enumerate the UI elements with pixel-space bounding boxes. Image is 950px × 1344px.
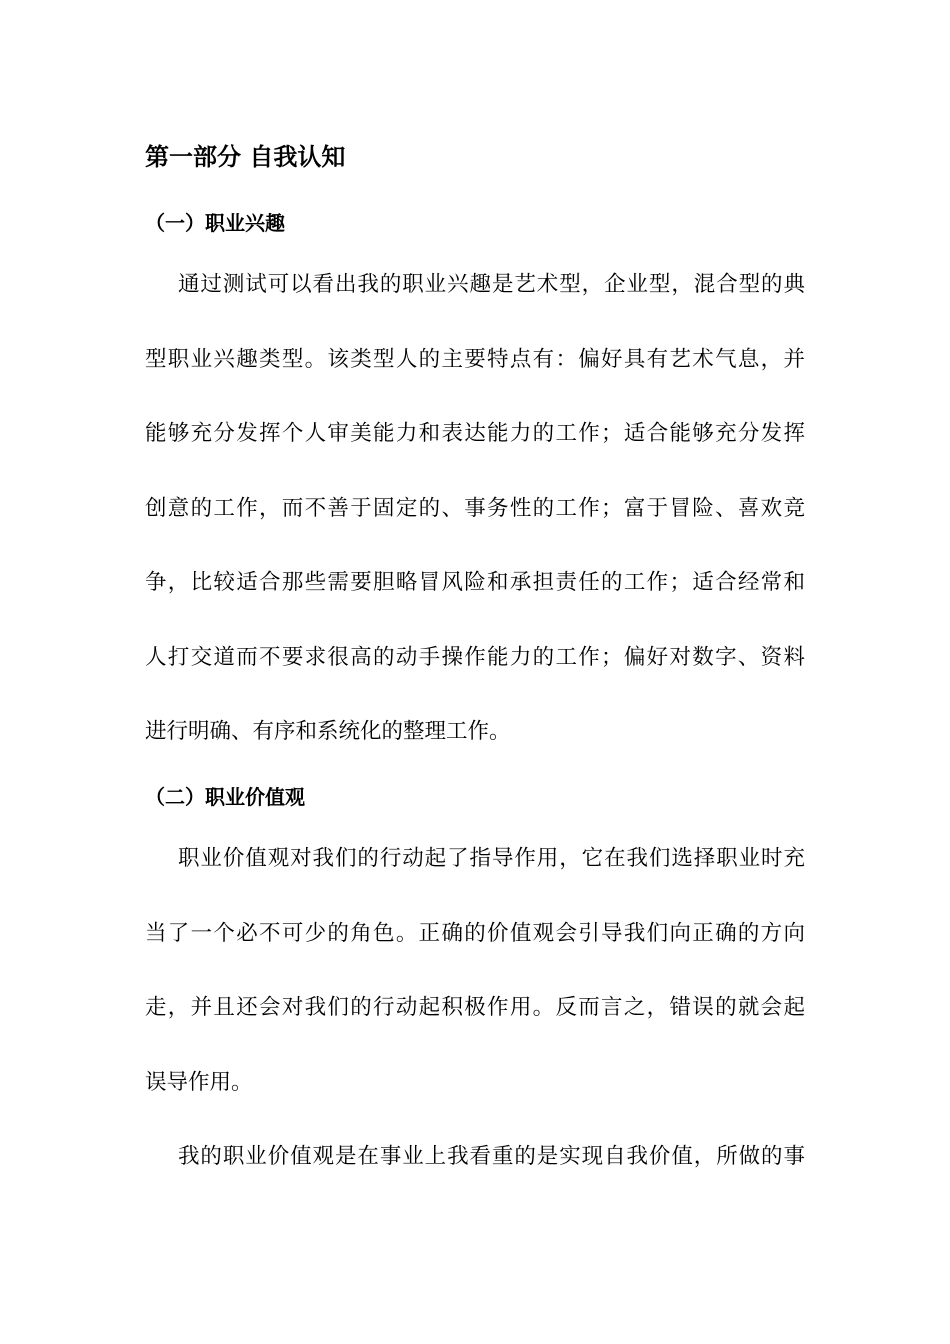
paragraph-line: 争，比较适合那些需要胆略冒风险和承担责任的工作；适合经常和 — [145, 570, 805, 595]
paragraph-values-1 — [145, 822, 805, 1120]
paragraph-line: 型职业兴趣类型。该类型人的主要特点有：偏好具有艺术气息，并 — [145, 346, 805, 372]
part-title: 第一部分 自我认知 — [145, 143, 346, 171]
paragraph-line: 职业价值观对我们的行动起了指导作用，它在我们选择职业时充 — [178, 846, 805, 871]
paragraph-line: 当了一个必不可少的角色。正确的价值观会引导我们向正确的方向 — [145, 920, 805, 946]
paragraph-line: 能够充分发挥个人审美能力和表达能力的工作；适合能够充分发挥 — [145, 421, 805, 446]
section-title-values: （二）职业价值观 — [145, 785, 305, 809]
paragraph-line: 通过测试可以看出我的职业兴趣是艺术型，企业型，混合型的典 — [178, 272, 805, 297]
paragraph-values-2 — [145, 1120, 805, 1195]
paragraph-line: 我的职业价值观是在事业上我看重的是实现自我价值，所做的事 — [178, 1144, 805, 1169]
paragraph-line: 创意的工作，而不善于固定的、事务性的工作；富于冒险、喜欢竞 — [145, 495, 805, 521]
paragraph-line: 误导作用。 — [145, 1069, 253, 1095]
section-title-interest: （一）职业兴趣 — [145, 211, 285, 235]
paragraph-interest — [145, 248, 805, 770]
paragraph-line: 走，并且还会对我们的行动起积极作用。反而言之，错误的就会起 — [145, 995, 805, 1020]
paragraph-line: 人打交道而不要求很高的动手操作能力的工作；偏好对数字、资料 — [145, 644, 805, 670]
paragraph-line: 进行明确、有序和系统化的整理工作。 — [145, 719, 511, 744]
